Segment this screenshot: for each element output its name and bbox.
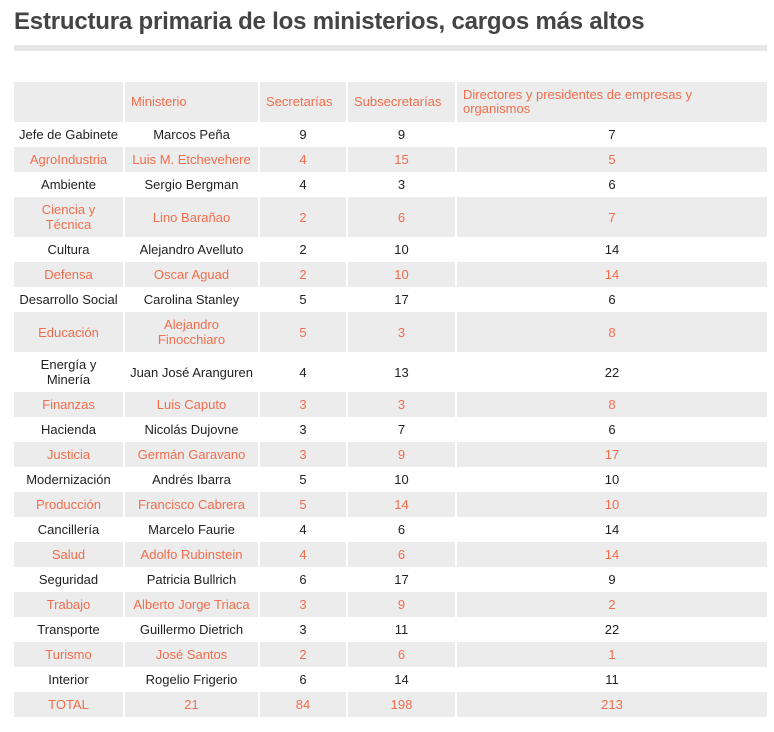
area-cell: Educación	[14, 312, 124, 352]
table-row	[14, 122, 767, 147]
minister-cell: Francisco Cabrera	[124, 492, 259, 517]
table-row	[14, 542, 767, 567]
area-cell: AgroIndustria	[14, 147, 124, 172]
subsecretarias-cell: 9	[347, 122, 456, 147]
area-cell: Hacienda	[14, 417, 124, 442]
area-cell: Transporte	[14, 617, 124, 642]
minister-cell: Luis Caputo	[124, 392, 259, 417]
minister-cell: Guillermo Dietrich	[124, 617, 259, 642]
table-row	[14, 197, 767, 237]
directores-cell: 9	[456, 567, 767, 592]
header-cell-area	[14, 82, 124, 122]
secretarias-cell: 4	[259, 352, 347, 392]
secretarias-cell: 2	[259, 237, 347, 262]
directores-cell: 6	[456, 172, 767, 197]
directores-cell: 5	[456, 147, 767, 172]
subsecretarias-cell: 11	[347, 617, 456, 642]
area-cell: Cultura	[14, 237, 124, 262]
total-secretarias-cell: 84	[259, 692, 347, 717]
total-subsecretarias-cell: 198	[347, 692, 456, 717]
minister-cell: Sergio Bergman	[124, 172, 259, 197]
secretarias-cell: 4	[259, 172, 347, 197]
minister-cell: Adolfo Rubinstein	[124, 542, 259, 567]
minister-cell: Luis M. Etchevehere	[124, 147, 259, 172]
table-row	[14, 642, 767, 667]
minister-cell: Alejandro Finocchiaro	[124, 312, 259, 352]
area-cell: Cancillería	[14, 517, 124, 542]
directores-cell: 8	[456, 312, 767, 352]
secretarias-cell: 3	[259, 592, 347, 617]
area-cell: Producción	[14, 492, 124, 517]
area-cell: Ciencia y Técnica	[14, 197, 124, 237]
minister-cell: Alejandro Avelluto	[124, 237, 259, 262]
secretarias-cell: 3	[259, 392, 347, 417]
subsecretarias-cell: 10	[347, 262, 456, 287]
table-row	[14, 467, 767, 492]
area-cell: Desarrollo Social	[14, 287, 124, 312]
secretarias-cell: 4	[259, 517, 347, 542]
minister-cell: Carolina Stanley	[124, 287, 259, 312]
subsecretarias-cell: 10	[347, 467, 456, 492]
directores-cell: 11	[456, 667, 767, 692]
page-title: Estructura primaria de los ministerios, cargos más altos	[14, 8, 645, 35]
total-area-cell: TOTAL	[14, 692, 124, 717]
total-directores-cell: 213	[456, 692, 767, 717]
secretarias-cell: 9	[259, 122, 347, 147]
subsecretarias-cell: 14	[347, 667, 456, 692]
directores-cell: 14	[456, 542, 767, 567]
minister-cell: Juan José Aranguren	[124, 352, 259, 392]
table-row	[14, 667, 767, 692]
table-row	[14, 147, 767, 172]
subsecretarias-cell: 9	[347, 442, 456, 467]
table-row	[14, 567, 767, 592]
minister-cell: José Santos	[124, 642, 259, 667]
area-cell: Jefe de Gabinete	[14, 122, 124, 147]
table-row	[14, 617, 767, 642]
subsecretarias-cell: 6	[347, 642, 456, 667]
secretarias-cell: 2	[259, 262, 347, 287]
minister-cell: Rogelio Frigerio	[124, 667, 259, 692]
directores-cell: 22	[456, 352, 767, 392]
area-cell: Seguridad	[14, 567, 124, 592]
directores-cell: 6	[456, 417, 767, 442]
directores-cell: 1	[456, 642, 767, 667]
subsecretarias-cell: 17	[347, 287, 456, 312]
secretarias-cell: 6	[259, 567, 347, 592]
directores-cell: 14	[456, 262, 767, 287]
header-cell-ministro: Ministerio	[124, 82, 259, 122]
minister-cell: Nicolás Dujovne	[124, 417, 259, 442]
ministries-table	[14, 82, 767, 717]
subsecretarias-cell: 3	[347, 172, 456, 197]
directores-cell: 22	[456, 617, 767, 642]
secretarias-cell: 4	[259, 542, 347, 567]
area-cell: Interior	[14, 667, 124, 692]
minister-cell: Germán Garavano	[124, 442, 259, 467]
minister-cell: Marcelo Faurie	[124, 517, 259, 542]
header-cell-secretarias: Secretarías	[259, 82, 347, 122]
subsecretarias-cell: 17	[347, 567, 456, 592]
subsecretarias-cell: 3	[347, 392, 456, 417]
table-row	[14, 172, 767, 197]
area-cell: Energía y Minería	[14, 352, 124, 392]
subsecretarias-cell: 7	[347, 417, 456, 442]
secretarias-cell: 5	[259, 312, 347, 352]
directores-cell: 14	[456, 517, 767, 542]
table-header-row	[14, 82, 767, 122]
table-row	[14, 492, 767, 517]
subsecretarias-cell: 15	[347, 147, 456, 172]
table-row	[14, 237, 767, 262]
directores-cell: 17	[456, 442, 767, 467]
area-cell: Salud	[14, 542, 124, 567]
area-cell: Modernización	[14, 467, 124, 492]
table-row	[14, 442, 767, 467]
header-cell-subsecretarias: Subsecretarías	[347, 82, 456, 122]
area-cell: Turismo	[14, 642, 124, 667]
directores-cell: 7	[456, 197, 767, 237]
total-minister-cell: 21	[124, 692, 259, 717]
secretarias-cell: 3	[259, 417, 347, 442]
subsecretarias-cell: 9	[347, 592, 456, 617]
minister-cell: Oscar Aguad	[124, 262, 259, 287]
table-row	[14, 312, 767, 352]
area-cell: Defensa	[14, 262, 124, 287]
area-cell: Ambiente	[14, 172, 124, 197]
secretarias-cell: 2	[259, 642, 347, 667]
subsecretarias-cell: 6	[347, 542, 456, 567]
secretarias-cell: 4	[259, 147, 347, 172]
secretarias-cell: 5	[259, 287, 347, 312]
table-body	[14, 122, 767, 717]
minister-cell: Patricia Bullrich	[124, 567, 259, 592]
area-cell: Finanzas	[14, 392, 124, 417]
subsecretarias-cell: 10	[347, 237, 456, 262]
secretarias-cell: 5	[259, 492, 347, 517]
minister-cell: Andrés Ibarra	[124, 467, 259, 492]
secretarias-cell: 3	[259, 442, 347, 467]
subsecretarias-cell: 3	[347, 312, 456, 352]
directores-cell: 10	[456, 467, 767, 492]
subsecretarias-cell: 14	[347, 492, 456, 517]
table-row	[14, 262, 767, 287]
minister-cell: Lino Barañao	[124, 197, 259, 237]
subsecretarias-cell: 13	[347, 352, 456, 392]
secretarias-cell: 3	[259, 617, 347, 642]
minister-cell: Alberto Jorge Triaca	[124, 592, 259, 617]
directores-cell: 7	[456, 122, 767, 147]
directores-cell: 14	[456, 237, 767, 262]
table-total-row	[14, 692, 767, 717]
table-row	[14, 287, 767, 312]
table-row	[14, 592, 767, 617]
secretarias-cell: 2	[259, 197, 347, 237]
directores-cell: 6	[456, 287, 767, 312]
header-cell-directores: Directores y presidentes de empresas y organismos	[456, 82, 767, 122]
directores-cell: 10	[456, 492, 767, 517]
directores-cell: 8	[456, 392, 767, 417]
directores-cell: 2	[456, 592, 767, 617]
table-row	[14, 392, 767, 417]
table-row	[14, 352, 767, 392]
title-divider	[14, 45, 767, 51]
area-cell: Trabajo	[14, 592, 124, 617]
minister-cell: Marcos Peña	[124, 122, 259, 147]
area-cell: Justicia	[14, 442, 124, 467]
subsecretarias-cell: 6	[347, 517, 456, 542]
subsecretarias-cell: 6	[347, 197, 456, 237]
secretarias-cell: 5	[259, 467, 347, 492]
table-row	[14, 517, 767, 542]
secretarias-cell: 6	[259, 667, 347, 692]
table-row	[14, 417, 767, 442]
